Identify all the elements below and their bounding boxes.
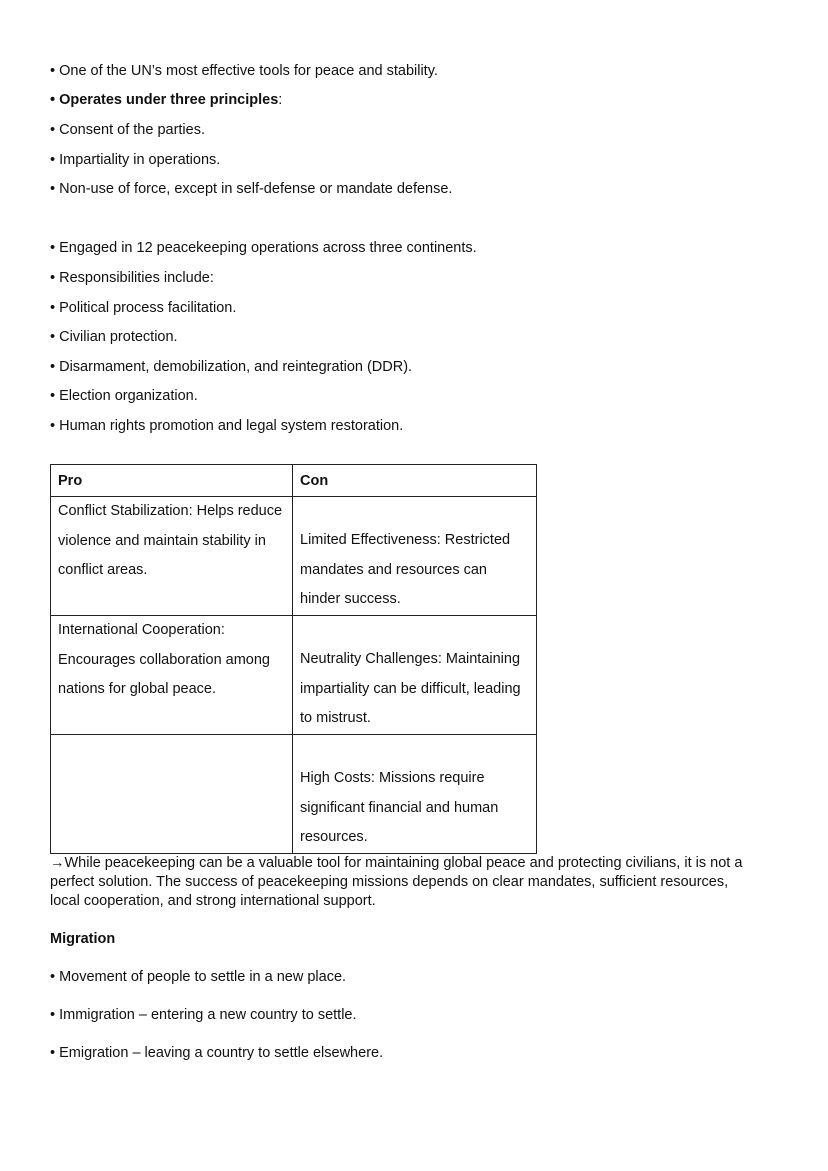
pro-con-table <box>50 464 537 854</box>
pro-cell: International Cooperation: Encourages collaboration among nations for global peace. <box>51 616 293 735</box>
bullet-un-tools: • One of the UN’s most effective tools for peace and stability. <box>50 63 438 79</box>
table-header-pro: Pro <box>51 465 293 497</box>
con-cell: Neutrality Challenges: Maintaining impartiality can be difficult, leading to mistrust. <box>293 616 537 735</box>
bullet-human-rights: • Human rights promotion and legal system restoration. <box>50 418 404 434</box>
bullet-principles <box>50 91 282 109</box>
bullet-civilian-protection: • Civilian protection. <box>50 329 178 345</box>
table-row <box>51 497 537 616</box>
migration-bullet-emigration: • Emigration – leaving a country to settle elsewhere. <box>50 1045 384 1061</box>
con-cell: High Costs: Missions require significant financial and human resources. <box>293 735 537 854</box>
table-header-con: Con <box>293 465 537 497</box>
migration-heading: Migration <box>50 931 116 947</box>
migration-bullet-immigration: • Immigration – entering a new country to settle. <box>50 1007 357 1023</box>
conclusion-paragraph: →While peacekeeping can be a valuable tool for maintaining global peace and protecting civilians, it is not a perfect solution. The success of peacekeeping missions depends on clear mandates, sufficient resources, local cooperation, and strong international support. <box>50 855 743 909</box>
bullet-non-use-force: • Non-use of force, except in self-defense or mandate defense. <box>50 181 453 197</box>
bullet-responsibilities: • Responsibilities include: <box>50 270 214 286</box>
table-row <box>51 735 537 854</box>
bullet-ddr: • Disarmament, demobilization, and reintegration (DDR). <box>50 359 413 375</box>
bullet-operations: • Engaged in 12 peacekeeping operations across three continents. <box>50 240 477 256</box>
principles-label: • Operates under three principles <box>50 92 279 108</box>
pro-cell <box>51 735 293 854</box>
migration-bullet-movement: • Movement of people to settle in a new place. <box>50 969 347 985</box>
bullet-impartiality: • Impartiality in operations. <box>50 152 221 168</box>
table-row <box>51 616 537 735</box>
table-header-row <box>51 465 537 497</box>
con-cell: Limited Effectiveness: Restricted mandates and resources can hinder success. <box>293 497 537 616</box>
bullet-election: • Election organization. <box>50 388 198 404</box>
pro-cell: Conflict Stabilization: Helps reduce violence and maintain stability in conflict areas. <box>51 497 293 616</box>
principles-colon: : <box>278 92 283 108</box>
bullet-political-process: • Political process facilitation. <box>50 300 237 316</box>
bullet-consent: • Consent of the parties. <box>50 122 205 138</box>
